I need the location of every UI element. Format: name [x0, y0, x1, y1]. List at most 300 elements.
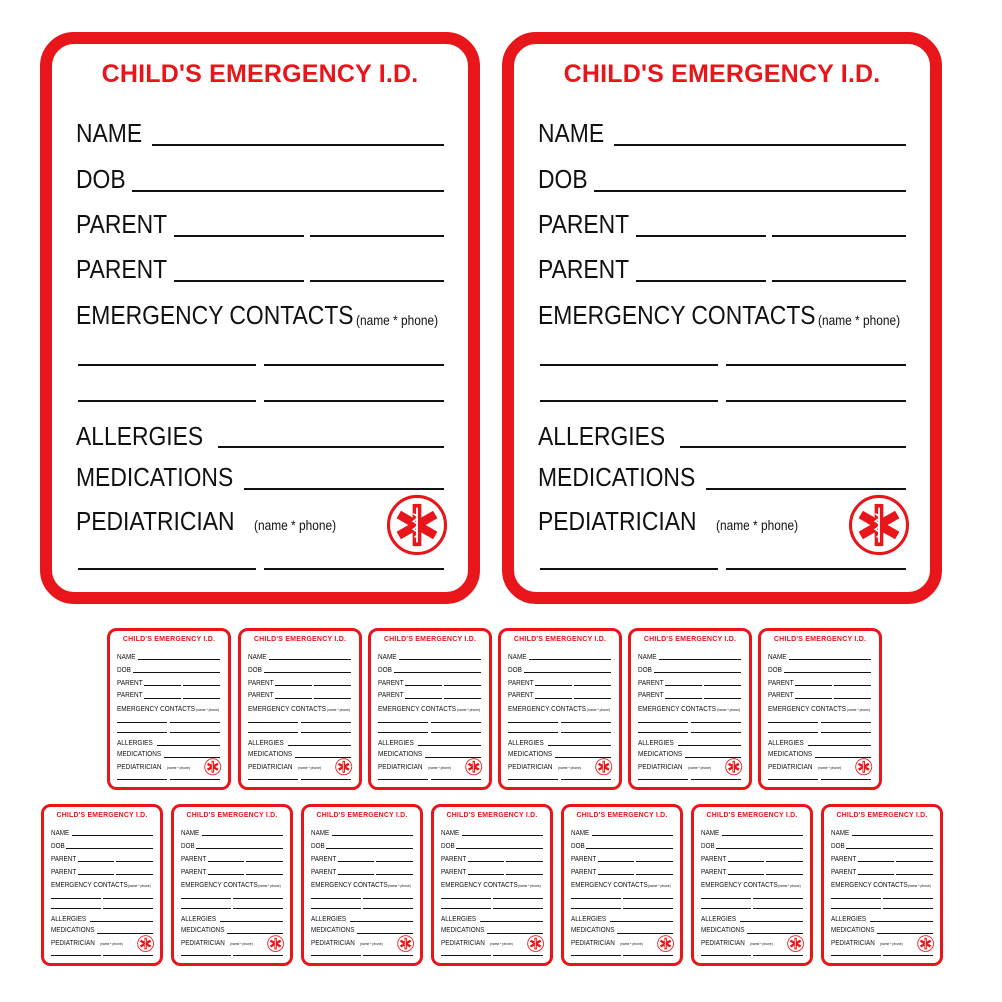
parent-1-line-b[interactable]: [183, 685, 221, 686]
dob-label: DOB: [377, 665, 392, 674]
parent-2-line-b[interactable]: [772, 280, 906, 282]
card-title: CHILD'S EMERGENCY I.D.: [773, 635, 867, 643]
contact-1-line-a[interactable]: [311, 898, 360, 899]
parent-1-line-a[interactable]: [535, 685, 572, 686]
pediatrician-label: PEDIATRICIAN: [50, 937, 95, 947]
contact-1-line-a[interactable]: [540, 364, 718, 366]
parent-2-label: PARENT: [440, 866, 466, 876]
card-title: CHILD'S EMERGENCY I.D.: [563, 60, 881, 88]
parent-2-line-b[interactable]: [574, 698, 612, 699]
parent-1-line-b[interactable]: [116, 861, 153, 862]
contact-2-line-b[interactable]: [561, 732, 612, 733]
contact-1-line-a[interactable]: [51, 898, 100, 899]
emergency-id-card-small: [691, 804, 813, 966]
parent-2-line-a[interactable]: [78, 874, 114, 875]
card-title: CHILD'S EMERGENCY I.D.: [706, 811, 798, 819]
parent-2-line-b[interactable]: [834, 698, 872, 699]
contact-1-line-b[interactable]: [561, 722, 612, 723]
name-label: NAME: [767, 651, 787, 661]
pediatrician-line-a[interactable]: [831, 955, 880, 956]
parent-2-line-a[interactable]: [598, 874, 634, 875]
parent-1-line-b[interactable]: [834, 685, 872, 686]
name-line[interactable]: [152, 144, 444, 146]
parent-1-line-b[interactable]: [636, 861, 673, 862]
parent-2-label: PARENT: [377, 690, 404, 700]
name-line[interactable]: [659, 659, 741, 660]
parent-2-line-a[interactable]: [795, 698, 832, 699]
parent-1-line-b[interactable]: [376, 861, 413, 862]
pediatrician-line-b[interactable]: [264, 568, 444, 570]
parent-1-line-a[interactable]: [598, 861, 634, 862]
contact-2-line-b[interactable]: [233, 908, 283, 909]
emergency-id-card-large: [502, 32, 942, 604]
medications-line[interactable]: [706, 488, 906, 490]
contact-1-line-a[interactable]: [701, 898, 750, 899]
contact-1-line-b[interactable]: [623, 898, 673, 899]
contact-1-line-a[interactable]: [117, 722, 167, 723]
star-of-life-icon: [917, 935, 934, 957]
star-of-life-icon: [137, 935, 154, 957]
allergies-line[interactable]: [678, 745, 742, 746]
contact-2-line-a[interactable]: [181, 908, 230, 909]
dob-line[interactable]: [524, 672, 612, 673]
name-line[interactable]: [592, 835, 673, 836]
pediatrician-note: (name * phone): [100, 941, 123, 947]
parent-2-line-a[interactable]: [858, 874, 894, 875]
medications-label: MEDICATIONS: [538, 462, 696, 492]
medications-line[interactable]: [244, 488, 444, 490]
contact-2-line-a[interactable]: [78, 400, 256, 402]
dob-line[interactable]: [264, 672, 352, 673]
allergies-line[interactable]: [680, 446, 906, 448]
parent-1-line-a[interactable]: [275, 685, 312, 686]
contact-2-line-a[interactable]: [508, 732, 558, 733]
parent-2-line-a[interactable]: [636, 280, 766, 282]
name-label: NAME: [700, 828, 719, 838]
pediatrician-label: PEDIATRICIAN: [247, 761, 293, 771]
contact-2-line-a[interactable]: [540, 400, 718, 402]
pediatrician-note: (name * phone): [880, 941, 903, 947]
name-label: NAME: [830, 828, 849, 838]
emergency-contacts-note: (name * phone): [648, 882, 671, 888]
dob-line[interactable]: [784, 672, 872, 673]
allergies-line[interactable]: [90, 921, 153, 922]
star-of-life-icon: [657, 935, 674, 957]
contact-1-line-b[interactable]: [753, 898, 803, 899]
card-title: CHILD'S EMERGENCY I.D.: [643, 635, 737, 643]
emergency-contacts-note: (name * phone): [846, 706, 870, 712]
contact-2-line-a[interactable]: [441, 908, 490, 909]
contact-1-line-b[interactable]: [363, 898, 413, 899]
parent-1-label: PARENT: [830, 853, 856, 863]
dob-line[interactable]: [594, 190, 906, 192]
medications-label: MEDICATIONS: [116, 749, 161, 759]
parent-2-line-a[interactable]: [728, 874, 764, 875]
medications-label: MEDICATIONS: [570, 925, 615, 935]
contact-2-line-b[interactable]: [691, 732, 742, 733]
contact-1-line-b[interactable]: [883, 898, 933, 899]
parent-1-line-b[interactable]: [246, 861, 283, 862]
parent-2-line-a[interactable]: [338, 874, 374, 875]
contact-2-line-b[interactable]: [821, 732, 872, 733]
name-line[interactable]: [789, 659, 871, 660]
dob-line[interactable]: [716, 848, 803, 849]
allergies-line[interactable]: [288, 745, 352, 746]
dob-label: DOB: [116, 665, 131, 674]
allergies-line[interactable]: [610, 921, 673, 922]
parent-1-label: PARENT: [116, 677, 143, 687]
name-line[interactable]: [529, 659, 611, 660]
pediatrician-line-a[interactable]: [540, 568, 718, 570]
parent-2-label: PARENT: [180, 866, 206, 876]
emergency-id-card-small: [301, 804, 423, 966]
pediatrician-label: PEDIATRICIAN: [700, 937, 745, 947]
contact-1-line-b[interactable]: [264, 364, 444, 366]
contact-1-line-b[interactable]: [821, 722, 872, 723]
parent-2-line-a[interactable]: [174, 280, 304, 282]
contact-2-line-b[interactable]: [301, 732, 352, 733]
parent-1-line-b[interactable]: [766, 861, 803, 862]
pediatrician-line-a[interactable]: [51, 955, 100, 956]
parent-1-line-a[interactable]: [858, 861, 894, 862]
dob-label: DOB: [700, 841, 715, 851]
parent-2-line-a[interactable]: [275, 698, 312, 699]
emergency-contacts-label: EMERGENCY CONTACTS: [440, 879, 518, 889]
parent-2-line-b[interactable]: [246, 874, 283, 875]
emergency-id-card-small: [368, 628, 492, 790]
emergency-contacts-note: (name * phone): [388, 882, 411, 888]
pediatrician-label: PEDIATRICIAN: [180, 937, 225, 947]
parent-2-line-a[interactable]: [208, 874, 244, 875]
star-of-life-icon: [386, 494, 448, 561]
pediatrician-note: (name * phone): [817, 764, 842, 770]
dob-line[interactable]: [394, 672, 482, 673]
contact-2-line-b[interactable]: [726, 400, 906, 402]
dob-line[interactable]: [456, 848, 543, 849]
name-line[interactable]: [852, 835, 933, 836]
parent-1-line-a[interactable]: [144, 685, 181, 686]
dob-line[interactable]: [846, 848, 933, 849]
parent-2-label: PARENT: [767, 690, 794, 700]
contact-1-line-a[interactable]: [768, 722, 818, 723]
star-of-life-icon: [595, 758, 612, 780]
parent-1-line-a[interactable]: [665, 685, 702, 686]
allergies-label: ALLERGIES: [637, 737, 674, 747]
pediatrician-note: (name * phone): [427, 764, 452, 770]
allergies-line[interactable]: [808, 745, 872, 746]
emergency-contacts-note: (name * phone): [586, 706, 610, 712]
parent-2-line-b[interactable]: [183, 698, 221, 699]
dob-line[interactable]: [66, 848, 153, 849]
parent-1-line-b[interactable]: [772, 235, 906, 237]
pediatrician-line-a[interactable]: [248, 779, 298, 780]
contact-1-line-b[interactable]: [233, 898, 283, 899]
name-line[interactable]: [72, 835, 153, 836]
name-label: NAME: [116, 651, 136, 661]
parent-1-label: PARENT: [700, 853, 726, 863]
contact-2-line-b[interactable]: [264, 400, 444, 402]
pediatrician-line-a[interactable]: [571, 955, 620, 956]
parent-1-label: PARENT: [180, 853, 206, 863]
allergies-label: ALLERGIES: [507, 737, 544, 747]
parent-2-label: PARENT: [700, 866, 726, 876]
parent-1-line-a[interactable]: [636, 235, 766, 237]
pediatrician-label: PEDIATRICIAN: [76, 506, 235, 536]
emergency-id-card-small: [238, 628, 362, 790]
pediatrician-line-a[interactable]: [768, 779, 818, 780]
allergies-label: ALLERGIES: [570, 913, 606, 923]
parent-2-line-b[interactable]: [636, 874, 673, 875]
parent-2-line-a[interactable]: [665, 698, 702, 699]
card-title: CHILD'S EMERGENCY I.D.: [446, 811, 538, 819]
dob-line[interactable]: [326, 848, 413, 849]
contact-1-line-b[interactable]: [301, 722, 352, 723]
pediatrician-note: (name * phone): [620, 941, 643, 947]
emergency-contacts-label: EMERGENCY CONTACTS: [76, 300, 354, 330]
parent-2-line-b[interactable]: [376, 874, 413, 875]
emergency-contacts-label: EMERGENCY CONTACTS: [538, 300, 816, 330]
card-title: CHILD'S EMERGENCY I.D.: [186, 811, 278, 819]
star-of-life-icon: [204, 758, 221, 780]
contact-2-line-a[interactable]: [831, 908, 880, 909]
contact-2-line-b[interactable]: [170, 732, 221, 733]
contact-1-line-b[interactable]: [431, 722, 482, 723]
contact-2-line-b[interactable]: [493, 908, 543, 909]
emergency-contacts-note: (name * phone): [518, 882, 541, 888]
dob-label: DOB: [538, 164, 588, 194]
contact-2-line-a[interactable]: [571, 908, 620, 909]
name-line[interactable]: [269, 659, 351, 660]
contact-2-line-a[interactable]: [51, 908, 100, 909]
parent-1-label: PARENT: [76, 209, 168, 239]
parent-1-line-b[interactable]: [444, 685, 482, 686]
emergency-id-card-small: [431, 804, 553, 966]
pediatrician-label: PEDIATRICIAN: [830, 937, 875, 947]
dob-label: DOB: [310, 841, 325, 851]
emergency-contacts-note: (name * phone): [908, 882, 931, 888]
contact-1-line-a[interactable]: [248, 722, 298, 723]
allergies-line[interactable]: [740, 921, 803, 922]
contact-2-line-b[interactable]: [753, 908, 803, 909]
allergies-line[interactable]: [870, 921, 933, 922]
contact-2-line-b[interactable]: [103, 908, 153, 909]
parent-1-label: PARENT: [507, 677, 534, 687]
parent-1-label: PARENT: [310, 853, 336, 863]
contact-2-line-b[interactable]: [623, 908, 673, 909]
parent-2-line-b[interactable]: [116, 874, 153, 875]
name-line[interactable]: [202, 835, 283, 836]
emergency-contacts-label: EMERGENCY CONTACTS: [377, 703, 456, 713]
pediatrician-note: (name * phone): [490, 941, 513, 947]
contact-1-line-b[interactable]: [170, 722, 221, 723]
dob-line[interactable]: [586, 848, 673, 849]
parent-2-line-a[interactable]: [144, 698, 181, 699]
parent-2-line-b[interactable]: [506, 874, 543, 875]
allergies-label: ALLERGIES: [700, 913, 736, 923]
contact-2-line-a[interactable]: [117, 732, 167, 733]
parent-1-line-b[interactable]: [896, 861, 933, 862]
allergies-line[interactable]: [418, 745, 482, 746]
parent-1-line-a[interactable]: [78, 861, 114, 862]
contact-2-line-b[interactable]: [883, 908, 933, 909]
parent-1-label: PARENT: [570, 853, 596, 863]
parent-1-label: PARENT: [247, 677, 274, 687]
pediatrician-line-a[interactable]: [311, 955, 360, 956]
parent-2-label: PARENT: [538, 254, 630, 284]
contact-1-line-a[interactable]: [181, 898, 230, 899]
allergies-label: ALLERGIES: [247, 737, 284, 747]
allergies-label: ALLERGIES: [377, 737, 414, 747]
name-line[interactable]: [722, 835, 803, 836]
card-title: CHILD'S EMERGENCY I.D.: [253, 635, 347, 643]
star-of-life-icon: [465, 758, 482, 780]
parent-1-label: PARENT: [377, 677, 404, 687]
pediatrician-note: (name * phone): [254, 517, 337, 533]
contact-1-line-a[interactable]: [831, 898, 880, 899]
parent-1-line-a[interactable]: [174, 235, 304, 237]
parent-1-line-b[interactable]: [506, 861, 543, 862]
parent-2-line-a[interactable]: [405, 698, 442, 699]
parent-2-line-b[interactable]: [704, 698, 742, 699]
pediatrician-line-a[interactable]: [508, 779, 558, 780]
emergency-contacts-note: (name * phone): [258, 882, 281, 888]
parent-2-line-b[interactable]: [444, 698, 482, 699]
pediatrician-note: (name * phone): [360, 941, 383, 947]
parent-1-line-a[interactable]: [468, 861, 504, 862]
allergies-line[interactable]: [218, 446, 444, 448]
emergency-id-card-small: [107, 628, 231, 790]
contact-2-line-a[interactable]: [638, 732, 688, 733]
name-label: NAME: [507, 651, 527, 661]
dob-label: DOB: [440, 841, 455, 851]
contact-2-line-b[interactable]: [431, 732, 482, 733]
pediatrician-label: PEDIATRICIAN: [116, 761, 162, 771]
pediatrician-note: (name * phone): [750, 941, 773, 947]
parent-2-line-a[interactable]: [535, 698, 572, 699]
parent-1-label: PARENT: [50, 853, 76, 863]
allergies-label: ALLERGIES: [180, 913, 216, 923]
allergies-line[interactable]: [480, 921, 543, 922]
name-line[interactable]: [462, 835, 543, 836]
parent-1-line-b[interactable]: [310, 235, 444, 237]
medications-label: MEDICATIONS: [310, 925, 355, 935]
parent-2-label: PARENT: [116, 690, 143, 700]
pediatrician-note: (name * phone): [716, 517, 799, 533]
pediatrician-line-a[interactable]: [181, 955, 230, 956]
pediatrician-line-a[interactable]: [117, 779, 167, 780]
emergency-contacts-label: EMERGENCY CONTACTS: [767, 703, 846, 713]
allergies-line[interactable]: [157, 745, 221, 746]
contact-1-line-a[interactable]: [78, 364, 256, 366]
pediatrician-line-a[interactable]: [701, 955, 750, 956]
card-title: CHILD'S EMERGENCY I.D.: [836, 811, 928, 819]
parent-1-label: PARENT: [637, 677, 664, 687]
contact-2-line-a[interactable]: [378, 732, 428, 733]
pediatrician-line-a[interactable]: [78, 568, 256, 570]
contact-1-line-a[interactable]: [378, 722, 428, 723]
star-of-life-icon: [855, 758, 872, 780]
contact-1-line-a[interactable]: [638, 722, 688, 723]
emergency-contacts-note: (name * phone): [128, 882, 151, 888]
emergency-contacts-note: (name * phone): [356, 312, 439, 328]
allergies-line[interactable]: [548, 745, 612, 746]
name-line[interactable]: [399, 659, 481, 660]
name-line[interactable]: [138, 659, 220, 660]
medications-label: MEDICATIONS: [830, 925, 875, 935]
name-line[interactable]: [332, 835, 413, 836]
parent-2-line-a[interactable]: [468, 874, 504, 875]
emergency-contacts-label: EMERGENCY CONTACTS: [507, 703, 586, 713]
pediatrician-label: PEDIATRICIAN: [310, 937, 355, 947]
parent-1-line-a[interactable]: [728, 861, 764, 862]
contact-2-line-a[interactable]: [768, 732, 818, 733]
pediatrician-note: (name * phone): [687, 764, 712, 770]
pediatrician-label: PEDIATRICIAN: [767, 761, 813, 771]
contact-1-line-a[interactable]: [571, 898, 620, 899]
medications-label: MEDICATIONS: [507, 749, 552, 759]
parent-1-label: PARENT: [538, 209, 630, 239]
dob-line[interactable]: [132, 190, 444, 192]
parent-1-line-b[interactable]: [314, 685, 352, 686]
dob-line[interactable]: [133, 672, 221, 673]
dob-label: DOB: [570, 841, 585, 851]
contact-2-line-a[interactable]: [701, 908, 750, 909]
parent-1-line-b[interactable]: [574, 685, 612, 686]
pediatrician-line-a[interactable]: [378, 779, 428, 780]
contact-1-line-a[interactable]: [441, 898, 490, 899]
parent-2-line-b[interactable]: [310, 280, 444, 282]
contact-2-line-b[interactable]: [363, 908, 413, 909]
name-line[interactable]: [614, 144, 906, 146]
pediatrician-line-a[interactable]: [638, 779, 688, 780]
parent-2-line-b[interactable]: [314, 698, 352, 699]
emergency-id-card-small: [171, 804, 293, 966]
contact-1-line-a[interactable]: [508, 722, 558, 723]
card-title: CHILD'S EMERGENCY I.D.: [383, 635, 477, 643]
pediatrician-line-b[interactable]: [726, 568, 906, 570]
parent-2-line-b[interactable]: [896, 874, 933, 875]
dob-line[interactable]: [654, 672, 742, 673]
emergency-contacts-note: (name * phone): [195, 706, 219, 712]
medications-label: MEDICATIONS: [767, 749, 812, 759]
allergies-line[interactable]: [220, 921, 283, 922]
medications-label: MEDICATIONS: [700, 925, 745, 935]
dob-label: DOB: [76, 164, 126, 194]
emergency-contacts-label: EMERGENCY CONTACTS: [310, 879, 388, 889]
contact-2-line-a[interactable]: [248, 732, 298, 733]
pediatrician-line-a[interactable]: [441, 955, 490, 956]
contact-1-line-b[interactable]: [691, 722, 742, 723]
parent-1-line-a[interactable]: [405, 685, 442, 686]
emergency-id-card-small: [498, 628, 622, 790]
allergies-line[interactable]: [350, 921, 413, 922]
contact-2-line-a[interactable]: [311, 908, 360, 909]
medications-label: MEDICATIONS: [247, 749, 292, 759]
contact-1-line-b[interactable]: [103, 898, 153, 899]
star-of-life-icon: [787, 935, 804, 957]
parent-2-line-b[interactable]: [766, 874, 803, 875]
contact-1-line-b[interactable]: [493, 898, 543, 899]
dob-line[interactable]: [196, 848, 283, 849]
dob-label: DOB: [637, 665, 652, 674]
parent-1-line-a[interactable]: [795, 685, 832, 686]
parent-1-line-a[interactable]: [208, 861, 244, 862]
contact-1-line-b[interactable]: [726, 364, 906, 366]
parent-2-label: PARENT: [637, 690, 664, 700]
parent-1-line-a[interactable]: [338, 861, 374, 862]
parent-1-line-b[interactable]: [704, 685, 742, 686]
name-label: NAME: [377, 651, 397, 661]
